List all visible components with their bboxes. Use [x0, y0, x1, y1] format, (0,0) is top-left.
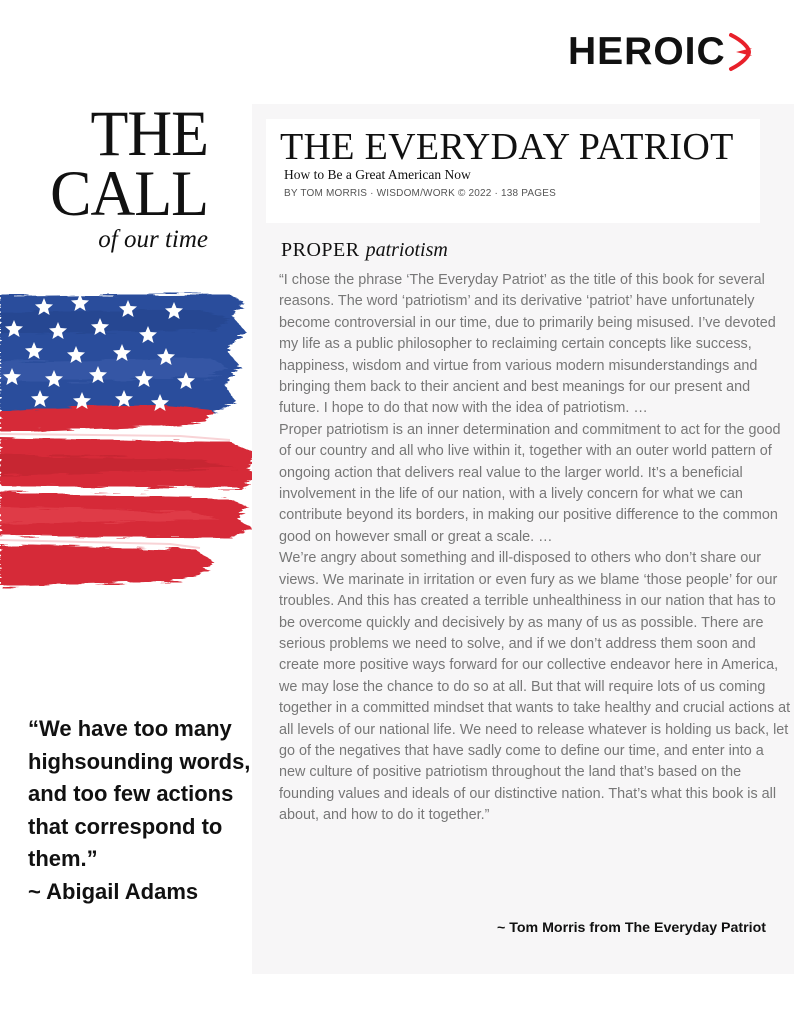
section-heading	[281, 236, 448, 263]
book-title: THE EVERYDAY PATRIOT	[280, 126, 734, 168]
call-line-call: CALL	[50, 158, 208, 230]
excerpt-body	[279, 270, 791, 827]
excerpt-attribution: ~ Tom Morris from The Everyday Patriot	[497, 920, 766, 936]
arrow-icon	[727, 32, 753, 72]
book-title-box	[266, 119, 760, 223]
quote-author: ~ Abigail Adams	[28, 878, 199, 904]
heroic-logo[interactable]	[568, 28, 753, 76]
excerpt-paragraph: “I chose the phrase ‘The Everyday Patriot’ as the title of this book for several reasons. The word ‘patriotism’ and its derivative ‘patriot’ have unfortunately become controversial in our time, due to primarily being misused. I’ve devoted my life as a public philosopher to reclaiming certain concepts like success, happiness, wisdom and virtue from various modern misunderstandings and bringing them back to their ancient and best meanings for our present and future. I hope to do that now with the idea of patriotism. …	[279, 272, 776, 417]
book-meta: BY TOM MORRIS · WISDOM/WORK © 2022 · 138 PAGES	[284, 188, 556, 199]
section-heading-main: PROPER	[281, 239, 360, 261]
quote-text: “We have too many highsounding words, and too few actions that correspond to them.”	[28, 716, 251, 871]
flag-icon	[0, 292, 272, 592]
logo-text: HEROIC	[568, 30, 726, 73]
pull-quote	[28, 713, 264, 908]
excerpt-paragraph: We’re angry about something and ill-disposed to others who don’t share our views. We marinate in irritation or even fury as we blame ‘those people’ for our troubles. And this has created a terrible unhealthiness in our nation that has to be overcome quickly and decisively by as many of us as possible. There are serious problems we need to solve, and if we don’t address them soon and create more positive ways forward for our collective endeavor here in America, we may lose the chance to do so at all. But that will require lots of us coming together in a committed mindset that wants to take healthy and crucial actions at all levels of our national life. We need to release whatever is holding us back, let go of the negatives that have sadly come to define our time, and enter into a new culture of positive patriotism throughout the land that’s based on the founding values and ideals of our distinctive nation. That’s what this book is all about, and how to do it together.”	[279, 550, 791, 824]
call-title	[36, 98, 208, 254]
call-line-the: THE	[90, 98, 208, 170]
excerpt-paragraph: Proper patriotism is an inner determination and commitment to act for the good of our country and all who live within it, together with an outer world pattern of ongoing action that delivers real value to the larger world. It’s a beneficial involvement in the life of our nation, with a lively concern for what we can contribute beyond its borders, in making our positive difference to the common good on however small or great a scale. …	[279, 421, 781, 545]
section-heading-italic: patriotism	[365, 239, 448, 261]
book-subtitle: How to Be a Great American Now	[284, 167, 471, 182]
call-subline: of our time	[98, 226, 208, 253]
